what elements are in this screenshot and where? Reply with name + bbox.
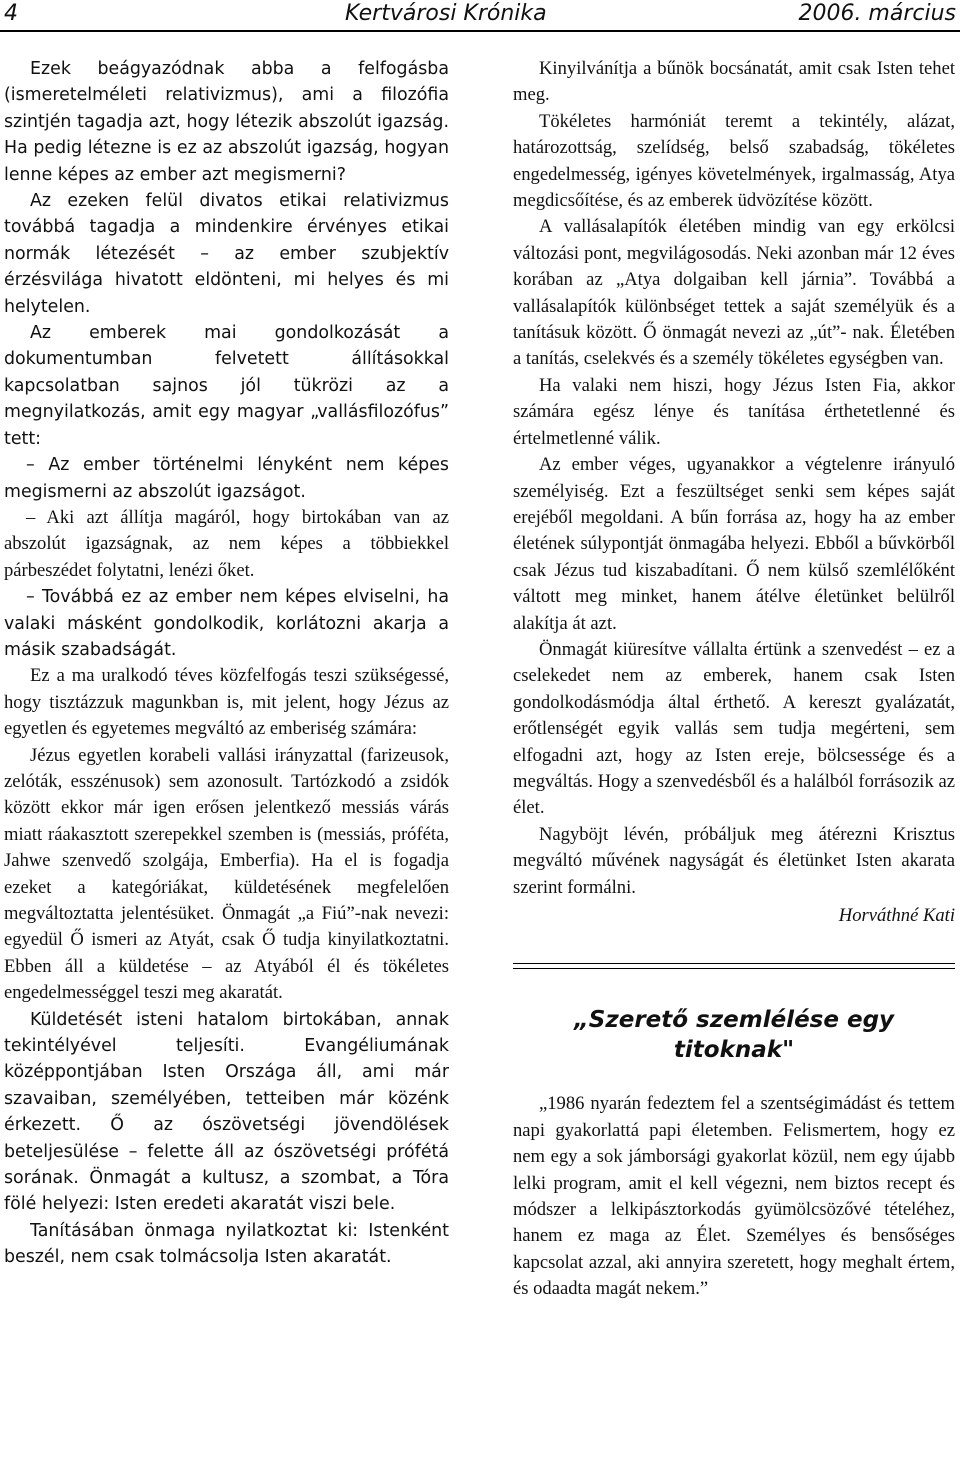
paragraph: – Aki azt állítja magáról, hogy birtokában van az abszolút igazságnak, az nem képes a többiekkel párbeszédet folytatni, lenézi őket. [4,506,449,581]
issue-date: 2006. március [798,1,956,26]
paragraph: Tanításában önmaga nyilatkoztat ki: Istenként beszél, nem csak tolmácsolja Isten akaratát. [4,1220,449,1268]
paragraph: Küldetését isteni hatalom birtokában, annak tekintélyével teljesíti. Evangéliumának középpontjában Isten Országa áll, ami már szavaiban, személyében, tetteiben már közénk érkezett. Ő az ószövetségi jövendölések beteljesülése – felette áll az ószövetségi prófétá sorának. Önmagát a kultusz, a szombat, a Tóra fölé helyezi: Isten eredeti akaratát viszi bele. [4,1009,449,1215]
paragraph: Az ezeken felül divatos etikai relativizmus továbbá tagadja a mindenkire érvényes etikai normák létezését – az ember szubjektív érzésvilága hivatott eldönteni, mi helyes és mi helytelen. [4,191,449,317]
publication-title: Kertvárosi Krónika [345,1,547,26]
paragraph: Jézus egyetlen korabeli vallási irányzattal (farizeusok, zelóták, esszénusok) sem azonosult. Tartózkodó a zsidók között ekkor már igen erősen jelentkező messiás várás miatt ráakasztott szerepekkel szemben is (messiás, próféta, Jahwe szenvedő szolgája, Emberfia). Ha el is fogadja ezeket a kategóriákat, küldetésének megfelelően megváltoztatta jelentésüket. Önmagát „a Fiú”-nak nevezi: egyedül Ő ismeri az Atyát, csak Ő tudja kinyilatkoztatni. Ebben áll a küldetése – az Atyából él és tökéletes engedelmességgel teszi meg akaratát. [4,744,449,1004]
left-column [4,56,449,1271]
page-header [0,0,960,32]
author-signature: Horváthné Kati [838,905,955,926]
section-divider [513,963,955,969]
paragraph: Kinyilvánítja a bűnök bocsánatát, amit csak Isten tehet meg. [513,58,955,106]
paragraph: Az emberek mai gondolkozását a dokumentumban felvetett állításokkal kapcsolatban sajnos jól tükrözi az a megnyilatkozás, amit egy magyar „vallásfilozófus” tett: [4,323,449,449]
paragraph: Önmagát kiüresítve vállalta értünk a szenvedést – ez a cselekedet nem az emberek, hanem csak Isten gondolkodásmódja által érthető. A kereszt gyalázatát, erőtlenségét egyik vallás sem tudja megérteni, sem elfogadni azt, hogy az Isten ereje, bölcsessége és a megváltás. Hogy a szenvedésből és a halálból forrásozik az élet. [513,638,955,819]
paragraph: Ha valaki nem hiszi, hogy Jézus Isten Fia, akkor számára egész lénye és tanítása érthetetlenné és értelmetlenné válik. [513,374,955,449]
right-column [513,56,955,1303]
article-title: „Szerető szemlélése egy titoknak" [573,1007,895,1064]
paragraph: Tökéletes harmóniát teremt a tekintély, alázat, határozottság, szelídség, belső szabadság, tökéletes engedelmesség, igényes követelmények, irgalmasság, Atya megdicsőítése, és az emberek üdvözítése között. [513,110,955,212]
page-number: 4 [4,1,18,26]
paragraph: Ez a ma uralkodó téves közfelfogás teszi szükségessé, hogy tisztázzuk magunkban is, mit jelent, hogy Jézus az egyetlen és egyetemes megváltó az emberiség számára: [4,665,449,740]
paragraph: Nagyböjt lévén, próbáljuk meg átérezni Krisztus megváltó művének nagyságát és életünket Isten akarata szerint formálni. [513,823,955,898]
paragraph: Az ember véges, ugyanakkor a végtelenre irányuló személyiség. Ezt a feszültséget senki sem képes saját erejéből megoldani. A bűn forrása az, hogy ha az ember életének súlypontját önmagába helyezi. Ebből a bűvkörből csak Jézus tud kiszabadítani. Ő nem külső szemlélőként váltott meg minket, hanem átélve életünket belülről alakítja át azt. [513,454,955,634]
paragraph: – Az ember történelmi lényként nem képes megismerni az abszolút igazságot. [4,455,449,502]
paragraph: A vallásalapítók életében mindig van egy erkölcsi változási pont, megvilágosodás. Neki azonban már 12 éves korában az „Atya dolgaiban kell járnia”. Továbbá a vallásalapítók különbséget tettek a saját személyük és a tanításuk között. Ő önmagát nevezi az „út”- nak. Életében a tanítás, cselekvés és a személy tökéletes egységben van. [513,216,955,370]
paragraph: – Továbbá ez az ember nem képes elviselni, ha valaki másként gondolkodik, korlátozni akarja a másik szabadságát. [4,587,449,660]
paragraph: Ezek beágyazódnak abba a felfogásba (ismeretelméleti relativizmus), ami a filozófia szintjén tagadja azt, hogy létezik abszolút igazság. Ha pedig létezne is ez az abszolút igazság, hogyan lenne képes az ember azt megismerni? [4,59,449,185]
paragraph: „1986 nyarán fedeztem fel a szentségimádást és tettem napi gyakorlattá papi életemben. Felismertem, hogy ez nem egy a sok jámborsági gyakorlat közül, nem egy újabb lelki program, amit el kell végezni, nem biztos recept és módszer a lelkipásztorkodás gyümölcsözővé tételéhez, hanem ez maga az Élet. Személyes és bensőséges kapcsolat azzal, aki annyira szeretett, hogy meghalt értem, és odaadta magát nekem.” [513,1093,955,1300]
